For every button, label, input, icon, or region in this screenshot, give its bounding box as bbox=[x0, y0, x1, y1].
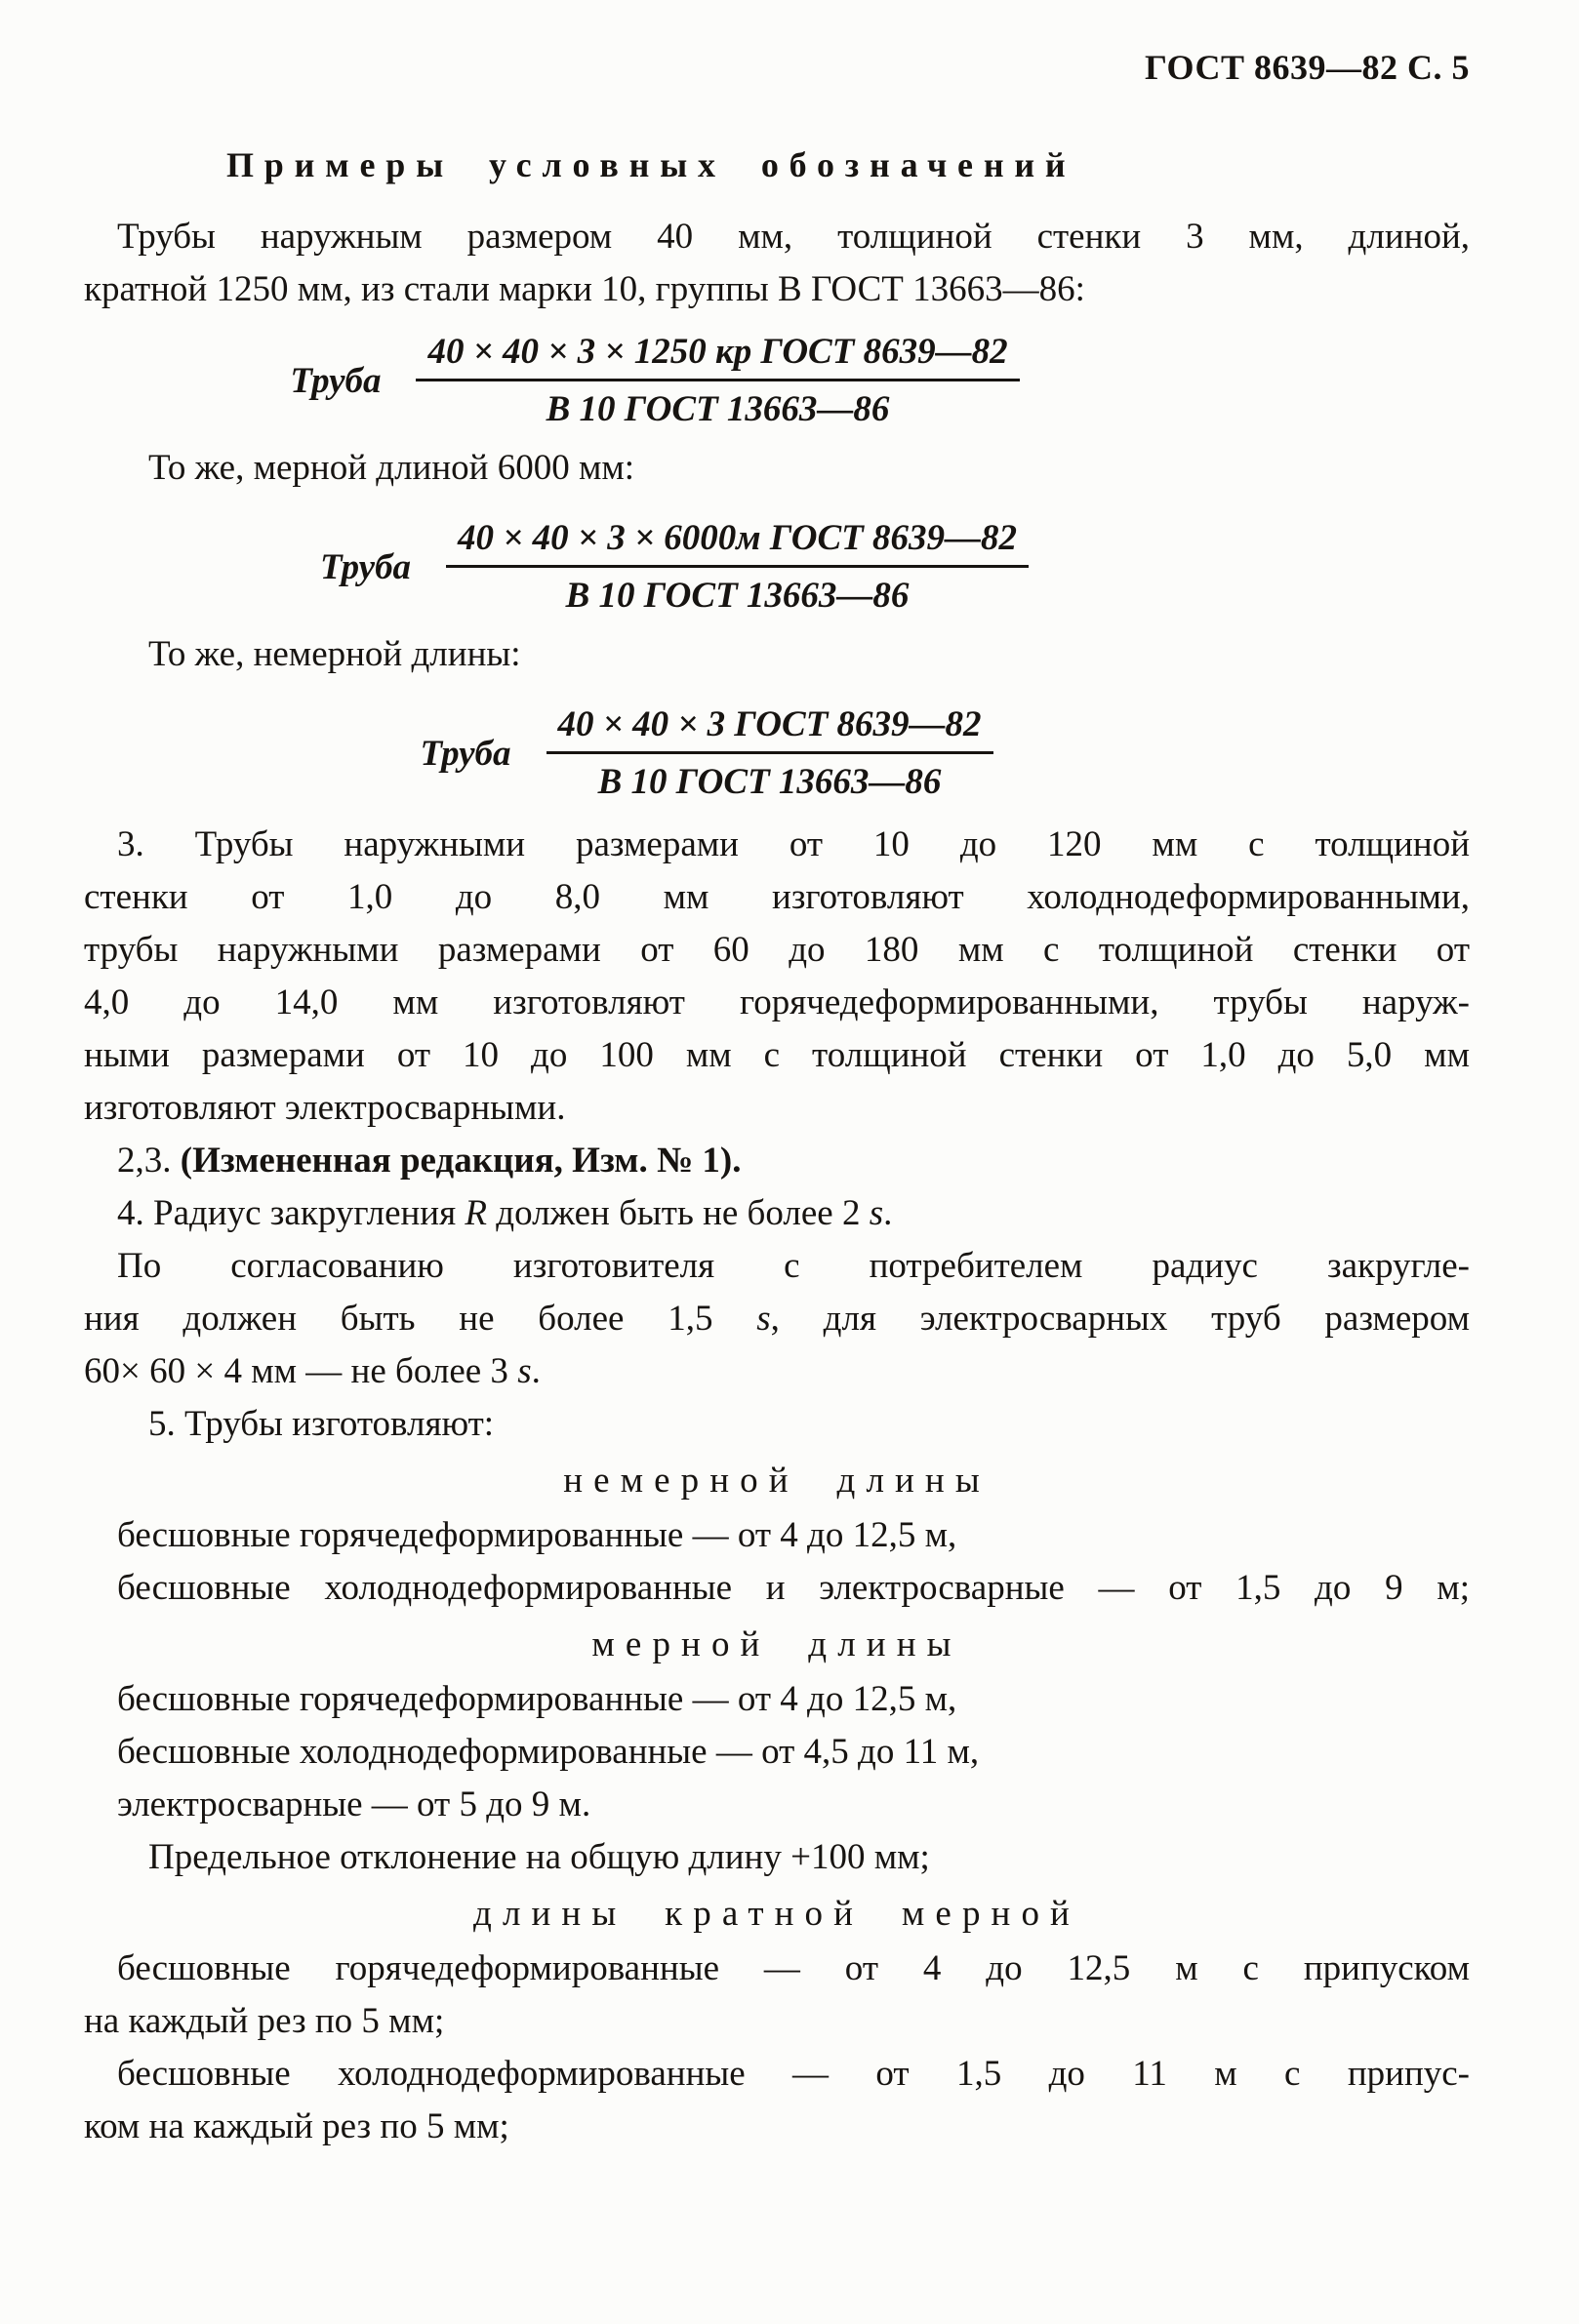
var-s: s bbox=[756, 1299, 771, 1339]
formula-numerator: 40 × 40 × 3 ГОСТ 8639—82 bbox=[547, 701, 993, 754]
text-segment: . bbox=[883, 1193, 893, 1233]
tolerance-line: Предельное отклонение на общую длину +100 мм; bbox=[148, 1837, 930, 1877]
list-item: бесшовные горячедеформированные — от 4 до 12,5 м, bbox=[117, 1515, 957, 1555]
text-line: изготовляют электросварными. bbox=[84, 1088, 566, 1128]
text-segment: ния должен быть не более 1,5 bbox=[84, 1299, 757, 1339]
multiple-length-paragraph-1 bbox=[84, 1943, 1470, 2048]
measured-length-list bbox=[84, 1673, 1470, 1884]
list-item: бесшовные холоднодеформированные и электросварные — от 1,5 до 9 м; bbox=[117, 1568, 1470, 1608]
text-line: бесшовные горячедеформированные — от 4 до 12,5 м с припуском bbox=[117, 1948, 1470, 1988]
formula-numerator: 40 × 40 × 3 × 1250 кр ГОСТ 8639—82 bbox=[416, 328, 1019, 381]
formula-fraction bbox=[547, 701, 993, 807]
text-segment: , для электросварных труб размером bbox=[770, 1299, 1470, 1339]
text-line: бесшовные холоднодеформированные — от 1,5 до 11 м с припус- bbox=[117, 2054, 1470, 2094]
formula-label: Труба bbox=[319, 546, 412, 587]
intro-paragraph bbox=[84, 211, 1470, 316]
note-measured-length: То же, мерной длиной 6000 мм: bbox=[148, 448, 635, 488]
unmeasured-length-list bbox=[84, 1509, 1470, 1615]
text-line: ком на каждый рез по 5 мм; bbox=[84, 2106, 509, 2146]
clause-4-paragraph bbox=[84, 1240, 1470, 1398]
formula-numerator: 40 × 40 × 3 × 6000м ГОСТ 8639—82 bbox=[446, 514, 1029, 568]
amendment-text: (Измененная редакция, Изм. № 1). bbox=[180, 1141, 742, 1181]
formula-label: Труба bbox=[290, 360, 382, 401]
doc-number: ГОСТ 8639—82 С. 5 bbox=[1145, 48, 1470, 87]
doc-header bbox=[84, 41, 1470, 94]
clause-4-line bbox=[84, 1187, 1470, 1240]
formula-denominator: В 10 ГОСТ 13663—86 bbox=[565, 576, 910, 616]
clause-5-line: 5. Трубы изготовляют: bbox=[148, 1404, 495, 1444]
multiple-length-paragraph-2 bbox=[84, 2048, 1470, 2153]
formula-label: Труба bbox=[420, 733, 511, 774]
text-line: Трубы наружным размером 40 мм, толщиной стенки 3 мм, длиной, bbox=[117, 217, 1470, 257]
text-line: ными размерами от 10 до 100 мм с толщиной стенки от 1,0 до 5,0 мм bbox=[84, 1035, 1470, 1075]
formula-body bbox=[320, 514, 1029, 621]
text-segment: 60× 60 × 4 мм — не более 3 bbox=[84, 1351, 518, 1391]
page-title: Примеры условных обозначений bbox=[226, 145, 1076, 184]
formula-fraction bbox=[446, 514, 1029, 621]
clause-number: 2,3. bbox=[117, 1141, 181, 1181]
text-line: 3. Трубы наружными размерами от 10 до 120 мм с толщиной bbox=[117, 824, 1470, 864]
text-line: стенки от 1,0 до 8,0 мм изготовляют холоднодеформированными, bbox=[84, 877, 1470, 917]
text-line: на каждый рез по 5 мм; bbox=[84, 2001, 445, 2041]
list-item: бесшовные холоднодеформированные — от 4,5 до 11 м, bbox=[117, 1732, 980, 1772]
clause-3-paragraph bbox=[84, 819, 1470, 1135]
formula-denominator: В 10 ГОСТ 13663—86 bbox=[546, 389, 890, 429]
text-segment: 4. Радиус закругления bbox=[117, 1193, 466, 1233]
designation-formula-2 bbox=[84, 514, 1470, 621]
text-line: кратной 1250 мм, из стали марки 10, группы В ГОСТ 13663—86: bbox=[84, 269, 1085, 309]
formula-body bbox=[290, 328, 1019, 434]
note-unmeasured-length: То же, немерной длины: bbox=[148, 634, 521, 674]
text-line: трубы наружными размерами от 60 до 180 мм с толщиной стенки от bbox=[84, 930, 1470, 970]
text-line: По согласованию изготовителя с потребителем радиус закругле- bbox=[117, 1246, 1470, 1286]
var-s: s bbox=[869, 1193, 884, 1233]
list-item: бесшовные горячедеформированные — от 4 до 12,5 м, bbox=[117, 1679, 957, 1719]
var-R: R bbox=[465, 1193, 487, 1233]
text-segment: . bbox=[531, 1351, 541, 1391]
list-item: электросварные — от 5 до 9 м. bbox=[117, 1784, 591, 1824]
subheading-unmeasured-length: немерной длины bbox=[563, 1461, 991, 1501]
text-line: 4,0 до 14,0 мм изготовляют горячедеформированными, трубы наруж- bbox=[84, 982, 1470, 1022]
subheading-multiple-measured-length: длины кратной мерной bbox=[473, 1894, 1080, 1934]
designation-formula-3 bbox=[84, 701, 1470, 807]
text-line bbox=[84, 1345, 1470, 1398]
subheading-measured-length: мерной длины bbox=[591, 1624, 962, 1664]
text-segment: должен быть не более 2 bbox=[487, 1193, 870, 1233]
var-s: s bbox=[517, 1351, 532, 1391]
designation-formula-1 bbox=[84, 328, 1470, 434]
amendment-note bbox=[84, 1135, 1470, 1187]
formula-fraction bbox=[416, 328, 1019, 434]
text-line bbox=[84, 1293, 1470, 1345]
formula-body bbox=[420, 701, 992, 807]
formula-denominator: В 10 ГОСТ 13663—86 bbox=[597, 762, 942, 802]
